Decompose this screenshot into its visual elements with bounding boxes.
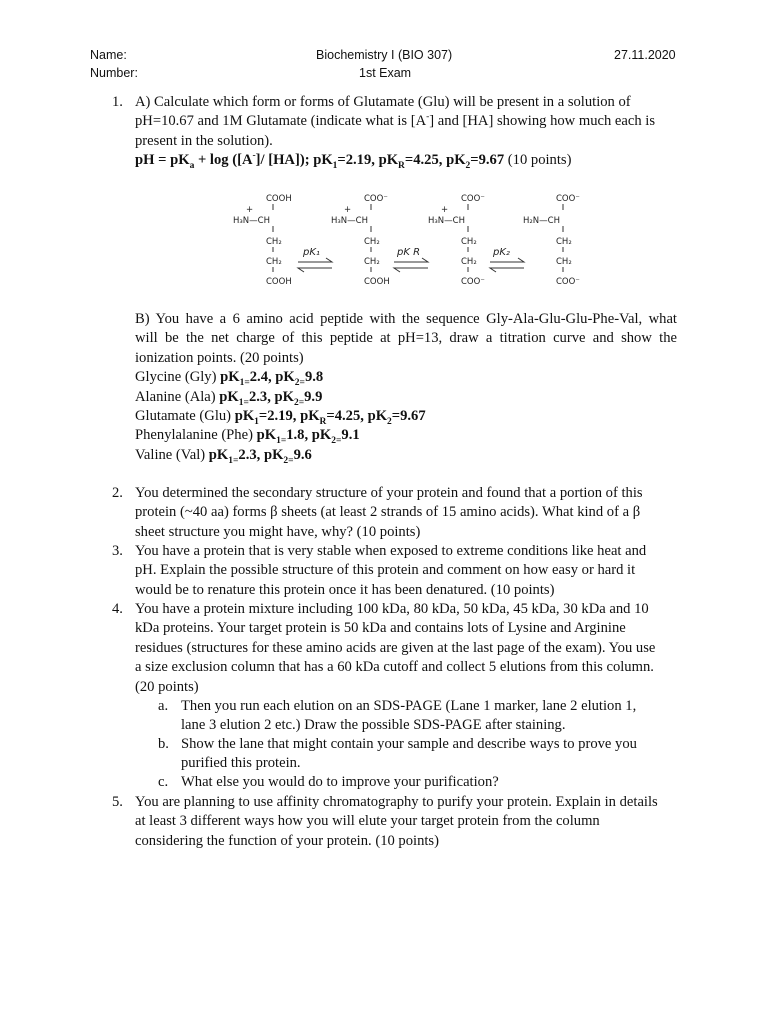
svg-text:+: + xyxy=(344,205,352,215)
henderson-hasselbalch-equation: pH = $pK_a + \log ([A^-]/$ [HA]); $pK_1=2.19$, $pK_R=4.25$, $pK_2=9.67$ (10 points) xyxy=(135,151,572,172)
svg-text:COOH: COOH xyxy=(364,277,390,287)
q4a-line: Then you run each elution on an SDS-PAGE (Lane 1 marker, lane 2 elution 1, xyxy=(181,698,637,714)
q2-line: protein (~40 aa) forms β sheets (at least 2 strands of 15 amino acids). What kind of a β xyxy=(135,504,641,521)
svg-text:CH₂: CH₂ xyxy=(266,237,282,247)
q5-text xyxy=(135,793,677,851)
q5-line: at least 3 different ways how you will elute your target protein from the column xyxy=(135,813,600,830)
svg-text:H₃N—CH: H₃N—CH xyxy=(233,216,270,226)
pk-valine: Valine (Val) $pK_{1=}2.3$, $pK_{2=}9.6$ xyxy=(135,446,312,466)
svg-text:COO⁻: COO⁻ xyxy=(364,194,388,204)
svg-text:H₃N—CH: H₃N—CH xyxy=(428,216,465,226)
q4c-line: What else you would do to improve your purification? xyxy=(181,774,499,790)
svg-text:H₃N—CH: H₃N—CH xyxy=(331,216,368,226)
pk-alanine: Alanine (Ala) $pK_{1=}2.3$, $pK_{2=}9.9$ xyxy=(135,388,323,408)
svg-text:+: + xyxy=(441,205,449,215)
svg-text:CH₂: CH₂ xyxy=(461,237,477,247)
pk-glutamate: Glutamate (Glu) $pK_1=2.19$, $pK_R=4.25$, $pK_2=9.67$ xyxy=(135,408,426,427)
q1-a-line1: A) Calculate which form or forms of Glutamate (Glu) will be present in a solution of xyxy=(135,94,631,110)
q3-line: You have a protein that is very stable when exposed to extreme conditions like heat and xyxy=(135,543,647,559)
q4b-text xyxy=(181,735,677,774)
svg-text:COO⁻: COO⁻ xyxy=(461,277,485,287)
q4-line: kDa proteins. Your target protein is 50 kDa and contains lots of Lysine and Arginine xyxy=(135,620,626,637)
q4b-label: b. xyxy=(158,736,169,752)
q5-number: 5. xyxy=(112,794,123,810)
q1-a-line2: pH=10.67 and 1M Glutamate (indicate what is [A-] and [HA] showing how much each is xyxy=(135,112,656,130)
glu-structure-2 xyxy=(331,194,390,287)
q4-number: 4. xyxy=(112,601,123,617)
q2-line: You determined the secondary structure of your protein and found that a portion of this xyxy=(135,485,643,501)
q2-line: sheet structure you might have, why? (10 points) xyxy=(135,523,421,540)
name-label: Name: xyxy=(90,48,127,62)
svg-text:COOH: COOH xyxy=(266,194,292,204)
svg-text:COO⁻: COO⁻ xyxy=(556,277,580,287)
q4-line: You have a protein mixture including 100 kDa, 80 kDa, 50 kDa, 45 kDa, 30 kDa and 10 xyxy=(135,601,649,617)
pk-phenylalanine: Phenylalanine (Phe) $pK_{1=}1.8$, $pK_{2=}9.1$ xyxy=(135,427,360,447)
q4c-label: c. xyxy=(158,774,169,790)
number-label: Number: xyxy=(90,66,138,80)
q2-text xyxy=(135,484,677,542)
arrow-pk1 xyxy=(298,247,332,272)
q1-part-b xyxy=(135,310,677,465)
q5-line: considering the function of your protein. (10 points) xyxy=(135,832,439,849)
glu-structure-4 xyxy=(523,194,580,287)
q4a-label: a. xyxy=(158,698,169,714)
pk-glycine: Glycine (Gly) $pK_{1=}2.4$, $pK_{2=}9.8$ xyxy=(135,369,324,389)
q5-line: You are planning to use affinity chromatography to purify your protein. Explain in details xyxy=(135,794,658,810)
svg-text:CH₂: CH₂ xyxy=(364,237,380,247)
svg-text:pK R: pK R xyxy=(397,247,421,258)
glu-structure-3 xyxy=(428,194,485,287)
glu-structure-1 xyxy=(233,194,292,287)
svg-text:CH₂: CH₂ xyxy=(556,257,572,267)
svg-text:CH₂: CH₂ xyxy=(266,257,282,267)
exam-title: 1st Exam xyxy=(359,66,412,80)
exam-date: 27.11.2020 xyxy=(614,48,676,62)
svg-text:+: + xyxy=(246,205,254,215)
q3-line: pH. Explain the possible structure of this protein and comment on how easy or hard it xyxy=(135,562,636,579)
svg-text:COO⁻: COO⁻ xyxy=(461,194,485,204)
arrow-pkr xyxy=(394,247,428,272)
q4-line: a size exclusion column that has a 60 kDa cutoff and collect 5 elutions from this column. xyxy=(135,659,654,676)
q1-b-line1: B) You have a 6 amino acid peptide with the sequence Gly-Ala-Glu-Glu-Phe-Val, what xyxy=(135,311,677,327)
q3-text xyxy=(135,542,677,600)
q1-number: 1. xyxy=(112,94,123,110)
q4-line: residues (structures for these amino acids are given at the last page of the exam). You use xyxy=(135,639,656,656)
q3-line: would be to renature this protein once it has been denatured. (10 points) xyxy=(135,581,555,598)
q3-number: 3. xyxy=(112,543,123,559)
course-title: Biochemistry I (BIO 307) xyxy=(316,48,453,62)
svg-text:pK₂: pK₂ xyxy=(493,247,510,258)
svg-text:pK₁: pK₁ xyxy=(303,247,320,258)
q4-text xyxy=(135,600,677,697)
q4a-line: lane 3 elution 2 etc.) Draw the possible SDS-PAGE after staining. xyxy=(181,717,566,734)
svg-text:CH₂: CH₂ xyxy=(556,237,572,247)
q4b-line: purified this protein. xyxy=(181,755,301,772)
glutamate-ionization-diagram xyxy=(228,190,588,290)
q4c-text xyxy=(181,773,677,792)
q4b-line: Show the lane that might contain your sample and describe ways to prove you xyxy=(181,736,637,752)
q4-line: (20 points) xyxy=(135,678,199,695)
q1-a-line3: present in the solution). xyxy=(135,132,273,149)
svg-text:COO⁻: COO⁻ xyxy=(556,194,580,204)
q4a-text xyxy=(181,697,677,736)
arrow-pk2 xyxy=(490,247,524,272)
q1-b-line2: will be the net charge of this peptide at pH=13, draw a titration curve and show the xyxy=(135,330,677,347)
q2-number: 2. xyxy=(112,485,123,501)
svg-text:COOH: COOH xyxy=(266,277,292,287)
q1-part-a xyxy=(135,93,677,171)
svg-text:H₂N—CH: H₂N—CH xyxy=(523,216,560,226)
q1-b-line3: ionization points. (20 points) xyxy=(135,349,304,366)
svg-text:CH₂: CH₂ xyxy=(364,257,380,267)
svg-text:CH₂: CH₂ xyxy=(461,257,477,267)
